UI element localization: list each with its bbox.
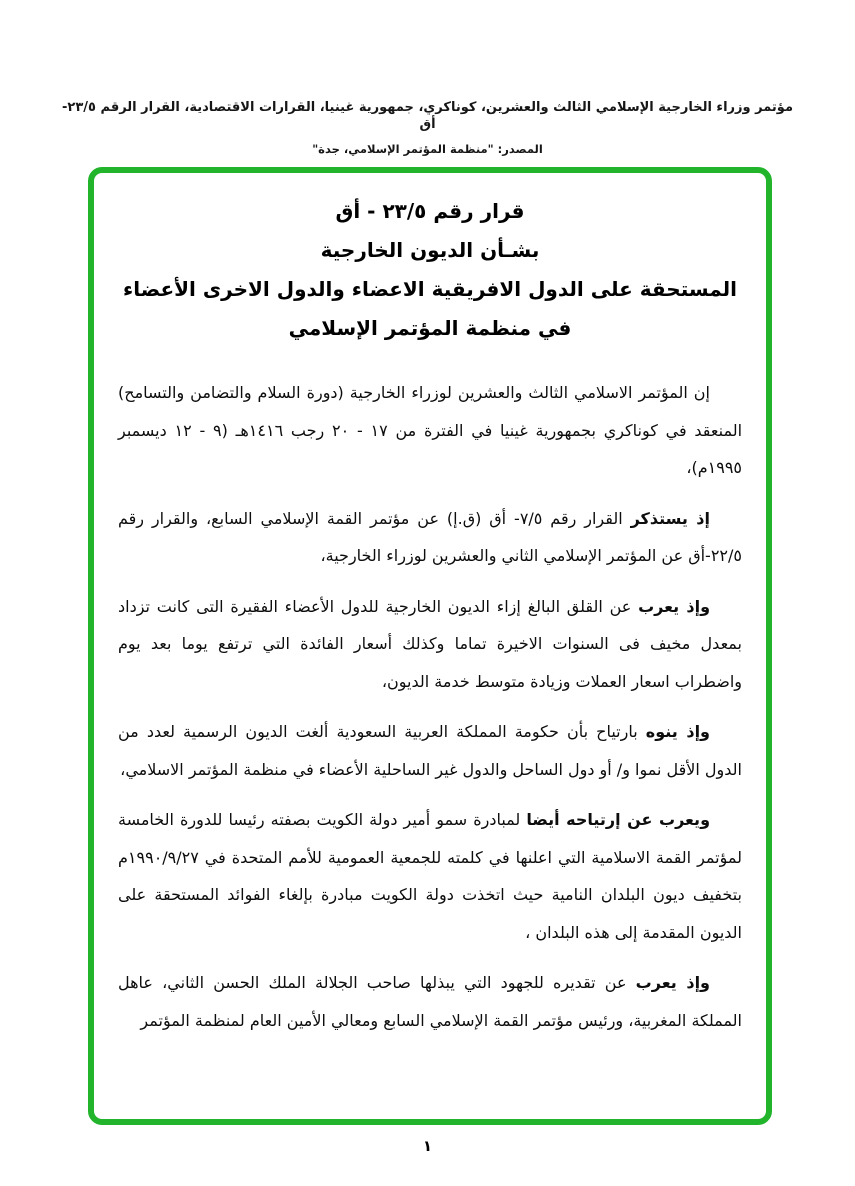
paragraph-recalling (118, 500, 742, 575)
paragraph-lead: وإذ يعرب (635, 973, 711, 992)
paragraph-preamble (118, 374, 742, 487)
paragraph-text: عن القلق البالغ إزاء الديون الخارجية للدول الأعضاء الفقيرة التى كانت تزداد بمعدل مخيف فى السنوات الاخيرة تماما وكذلك أسعار الفائدة التي ترتفع يوما بعد يوم واضطراب اسعار العملات وزيادة متوسط خدمة الديون، (118, 596, 742, 691)
paragraph-text: القرار رقم ٧/٥- أق (ق.إ) عن مؤتمر القمة الإسلامي السابع، والقرار رقم ٢٢/٥-أق عن المؤتمر الإسلامي الثاني والعشرين لوزراء الخارجية، (118, 508, 742, 565)
header-source-line: المصدر: "منظمة المؤتمر الإسلامي، جدة" (312, 142, 543, 156)
resolution-title-line-1: قرار رقم ٢٣/٥ - أق (335, 199, 525, 223)
resolution-title-line-2: بشـأن الديون الخارجية (320, 238, 540, 262)
paragraph-satisfaction (118, 801, 742, 951)
resolution-title-line-4: في منظمة المؤتمر الإسلامي (288, 316, 572, 340)
header-conference-line: مؤتمر وزراء الخارجية الإسلامي الثالث والعشرين، كوناكري، جمهورية غينيا، القرارات الاقتصادية، القرار الرقم ٢٣/٥-أق (62, 100, 793, 132)
paragraph-text: بارتياح بأن حكومة المملكة العربية السعودية ألغت الديون الرسمية لعدد من الدول الأقل نموا و/ أو دول الساحل والدول غير الساحلية الأعضاء في منظمة المؤتمر الاسلامي، (118, 722, 742, 779)
paragraph-text: عن تقديره للجهود التي يبذلها صاحب الجلالة الملك الحسن الثاني، عاهل المملكة المغربية، ورئيس مؤتمر القمة الإسلامي السابع ومعالي الأمين العام لمنظمة المؤتمر (118, 973, 742, 1030)
paragraph-concern (118, 588, 742, 701)
paragraph-text: لمبادرة سمو أمير دولة الكويت بصفته رئيسا للدورة الخامسة لمؤتمر القمة الاسلامية التي اعلنها في كلمته للجمعية العمومية للأمم المتحدة في ١٩٩٠/٩/٢٧م بتخفيف ديون البلدان النامية حيث اتخذت دولة الكويت مبادرة بإلغاء الفوائد المستحقة على الديون المقدمة إلى هذه البلدان ، (118, 810, 742, 942)
page-number: ١ (422, 1137, 433, 1155)
resolution-frame (88, 167, 772, 1125)
paragraph-noting (118, 713, 742, 788)
paragraph-text: إن المؤتمر الاسلامي الثالث والعشرين لوزراء الخارجية (دورة السلام والتضامن والتسامح) المنعقد في كوناكري بجمهورية غينيا في الفترة من ١٧ - ٢٠ رجب ١٤١٦هـ (٩ - ١٢ ديسمبر ١٩٩٥م)، (118, 383, 743, 477)
paragraph-lead: إذ يستذكر (630, 508, 710, 528)
document-header (55, 99, 800, 157)
resolution-title (118, 192, 742, 348)
paragraph-lead: وإذ يعرب (638, 596, 711, 616)
resolution-body (118, 374, 742, 1039)
paragraph-lead: ويعرب عن إرتياحه أيضا (526, 810, 711, 829)
paragraph-appreciation (118, 964, 742, 1039)
paragraph-lead: وإذ ينوه (645, 722, 710, 741)
resolution-title-line-3: المستحقة على الدول الافريقية الاعضاء والدول الاخرى الأعضاء (123, 277, 737, 301)
